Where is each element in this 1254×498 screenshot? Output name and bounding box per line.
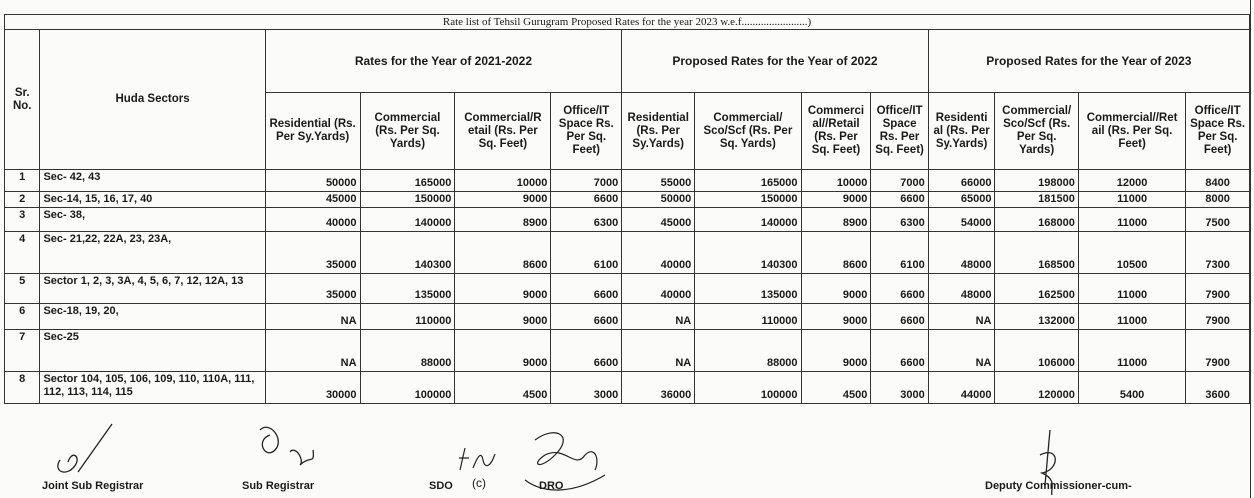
rate-cell: 6600 <box>871 330 928 372</box>
rate-cell: 6300 <box>551 208 622 232</box>
rate-cell: 162500 <box>995 274 1078 304</box>
rate-cell: 168500 <box>995 232 1078 274</box>
rate-cell: 7000 <box>871 170 928 192</box>
table-row <box>5 330 1250 372</box>
table-body <box>5 170 1250 404</box>
rate-cell: 10500 <box>1078 232 1185 274</box>
sr-no-cell: 4 <box>5 232 40 274</box>
sector-header: Huda Sectors <box>40 30 265 170</box>
rate-cell: 110000 <box>695 304 801 330</box>
rate-cell: 165000 <box>360 170 455 192</box>
rate-cell: 44000 <box>928 372 995 404</box>
rate-cell: 88000 <box>360 330 455 372</box>
rate-cell: 40000 <box>265 208 360 232</box>
col-header: Commercial (Rs. Per Sq. Yards) <box>360 93 455 170</box>
rate-cell: 55000 <box>622 170 695 192</box>
rate-cell: 140000 <box>695 208 801 232</box>
sector-cell: Sector 1, 2, 3, 3A, 4, 5, 6, 7, 12, 12A, 13 <box>40 274 265 304</box>
rate-cell: 40000 <box>622 232 695 274</box>
rate-cell: 3000 <box>871 372 928 404</box>
rate-cell: 7000 <box>551 170 622 192</box>
rate-cell: 30000 <box>265 372 360 404</box>
rate-cell: 66000 <box>928 170 995 192</box>
rate-cell: 8900 <box>801 208 871 232</box>
rate-cell: NA <box>622 330 695 372</box>
rate-cell: 65000 <box>928 192 995 208</box>
rate-cell: 48000 <box>928 232 995 274</box>
rate-cell: 168000 <box>995 208 1078 232</box>
rate-cell: 6100 <box>551 232 622 274</box>
rate-cell: 6600 <box>551 274 622 304</box>
rate-cell: 198000 <box>995 170 1078 192</box>
col-header: Commercial//Ret ail (Rs. Per Sq. Feet) <box>1078 93 1185 170</box>
sdo-mark: (c) <box>472 476 486 490</box>
rate-cell: 3600 <box>1186 372 1250 404</box>
right-border <box>1250 0 1251 498</box>
sector-cell: Sec-25 <box>40 330 265 372</box>
rate-cell: 132000 <box>995 304 1078 330</box>
rate-cell: 11000 <box>1078 208 1185 232</box>
rate-cell: 9000 <box>455 304 551 330</box>
sr-no-cell: 3 <box>5 208 40 232</box>
rate-cell: 3000 <box>551 372 622 404</box>
rate-cell: 100000 <box>360 372 455 404</box>
rate-cell: 6600 <box>871 274 928 304</box>
rate-cell: 8400 <box>1186 170 1250 192</box>
rate-cell: 6600 <box>871 304 928 330</box>
rate-cell: 135000 <box>695 274 801 304</box>
rate-cell: 181500 <box>995 192 1078 208</box>
rate-cell: 11000 <box>1078 304 1185 330</box>
sub-registrar-label: Sub Registrar <box>242 480 315 492</box>
col-header: Office/IT Space Rs. Per Sq. Feet) <box>1186 93 1250 170</box>
rate-cell: 9000 <box>801 304 871 330</box>
rate-cell: 5400 <box>1078 372 1185 404</box>
rate-cell: 120000 <box>995 372 1078 404</box>
col-header: Commerci al//Retail (Rs. Per Sq. Feet) <box>801 93 871 170</box>
col-header: Office/IT Space Rs. Per Sq. Feet) <box>871 93 928 170</box>
group-2022-header: Proposed Rates for the Year of 2022 <box>622 30 929 93</box>
group-header-row <box>5 30 1250 93</box>
sr-no-cell: 1 <box>5 170 40 192</box>
rate-cell: 35000 <box>265 232 360 274</box>
rate-cell: 6600 <box>551 304 622 330</box>
rate-cell: 50000 <box>265 170 360 192</box>
table-row <box>5 192 1250 208</box>
rate-cell: 10000 <box>455 170 551 192</box>
rate-cell: 6100 <box>871 232 928 274</box>
table-row <box>5 208 1250 232</box>
sr-no-cell: 2 <box>5 192 40 208</box>
rate-cell: 10000 <box>801 170 871 192</box>
sector-cell: Sec- 21,22, 22A, 23, 23A, <box>40 232 265 274</box>
sr-no-cell: 5 <box>5 274 40 304</box>
rate-cell: 7900 <box>1186 304 1250 330</box>
rate-cell: 9000 <box>455 274 551 304</box>
rate-cell: 6600 <box>551 192 622 208</box>
rate-cell: 140000 <box>360 208 455 232</box>
rate-cell: 6600 <box>871 192 928 208</box>
rate-cell: 100000 <box>695 372 801 404</box>
dro-signature-scrawl <box>515 425 615 495</box>
rate-cell: 88000 <box>695 330 801 372</box>
rate-cell: 9000 <box>455 192 551 208</box>
table-row <box>5 274 1250 304</box>
rate-cell: 4500 <box>801 372 871 404</box>
rate-cell: 8600 <box>801 232 871 274</box>
rate-cell: 7900 <box>1186 274 1250 304</box>
rate-cell: 8600 <box>455 232 551 274</box>
sdo-label: SDO <box>429 480 453 492</box>
rate-cell: 110000 <box>360 304 455 330</box>
sr-no-header: Sr. No. <box>5 30 40 170</box>
rate-cell: 50000 <box>622 192 695 208</box>
sr-no-cell: 6 <box>5 304 40 330</box>
sector-cell: Sec- 38, <box>40 208 265 232</box>
rate-cell: 4500 <box>455 372 551 404</box>
rate-cell: 165000 <box>695 170 801 192</box>
group-2021-header: Rates for the Year of 2021-2022 <box>265 30 622 93</box>
rate-cell: 6600 <box>551 330 622 372</box>
rate-cell: 8900 <box>455 208 551 232</box>
rate-cell: 12000 <box>1078 170 1185 192</box>
col-header: Commercial/ Sco/Scf (Rs. Per Sq. Yards) <box>695 93 801 170</box>
col-header: Commercial/ Sco/Scf (Rs. Per Sq. Yards) <box>995 93 1078 170</box>
rate-cell: 54000 <box>928 208 995 232</box>
rate-cell: NA <box>265 330 360 372</box>
col-header: Office/IT Space Rs. Per Sq. Feet) <box>551 93 622 170</box>
signature-area <box>0 420 1254 498</box>
col-header: Residential (Rs. Per Sy.Yards) <box>265 93 360 170</box>
dro-label: DRO <box>539 480 564 492</box>
rate-cell: 9000 <box>801 274 871 304</box>
rate-cell: 45000 <box>622 208 695 232</box>
rate-cell: 40000 <box>622 274 695 304</box>
rate-cell: 11000 <box>1078 274 1185 304</box>
rate-cell: 7900 <box>1186 330 1250 372</box>
rate-cell: 9000 <box>455 330 551 372</box>
rate-table <box>4 14 1250 404</box>
rate-cell: 135000 <box>360 274 455 304</box>
sector-cell: Sector 104, 105, 106, 109, 110, 110A, 111, 112, 113, 114, 115 <box>40 372 265 404</box>
table-title: Rate list of Tehsil Gurugram Proposed Rates for the year 2023 w.e.f........................) <box>5 15 1250 30</box>
rate-cell: 150000 <box>695 192 801 208</box>
rate-cell: 140300 <box>360 232 455 274</box>
col-header: Commercial/R etail (Rs. Per Sq. Feet) <box>455 93 551 170</box>
table-row <box>5 232 1250 274</box>
rate-cell: 106000 <box>995 330 1078 372</box>
rate-cell: 140300 <box>695 232 801 274</box>
rate-cell: 35000 <box>265 274 360 304</box>
rate-cell: 11000 <box>1078 192 1185 208</box>
sdo-signature-scrawl <box>455 440 505 480</box>
joint-signature-scrawl <box>50 420 140 480</box>
table-row <box>5 372 1250 404</box>
joint-sub-registrar-label: Joint Sub Registrar <box>42 480 144 492</box>
table-row <box>5 170 1250 192</box>
sr-no-cell: 8 <box>5 372 40 404</box>
sr-no-cell: 7 <box>5 330 40 372</box>
rate-cell: 7500 <box>1186 208 1250 232</box>
sector-cell: Sec-14, 15, 16, 17, 40 <box>40 192 265 208</box>
rate-cell: 6300 <box>871 208 928 232</box>
rate-cell: NA <box>928 304 995 330</box>
table-row <box>5 304 1250 330</box>
deputy-commissioner-label: Deputy Commissioner-cum- <box>985 480 1132 492</box>
rate-cell: 36000 <box>622 372 695 404</box>
rate-cell: 45000 <box>265 192 360 208</box>
rate-cell: NA <box>265 304 360 330</box>
rate-cell: 9000 <box>801 330 871 372</box>
sector-cell: Sec-18, 19, 20, <box>40 304 265 330</box>
col-header: Residential (Rs. Per Sy.Yards) <box>622 93 695 170</box>
group-2023-header: Proposed Rates for the Year of 2023 <box>928 30 1249 93</box>
rate-cell: 8000 <box>1186 192 1250 208</box>
rate-cell: NA <box>928 330 995 372</box>
col-header: Residenti al (Rs. Per Sy.Yards) <box>928 93 995 170</box>
title-row <box>5 15 1250 30</box>
rate-cell: 150000 <box>360 192 455 208</box>
rate-cell: 7300 <box>1186 232 1250 274</box>
rate-cell: 11000 <box>1078 330 1185 372</box>
sub-registrar-signature-scrawl <box>255 420 335 475</box>
sector-cell: Sec- 42, 43 <box>40 170 265 192</box>
rate-cell: 9000 <box>801 192 871 208</box>
rate-cell: NA <box>622 304 695 330</box>
rate-cell: 48000 <box>928 274 995 304</box>
